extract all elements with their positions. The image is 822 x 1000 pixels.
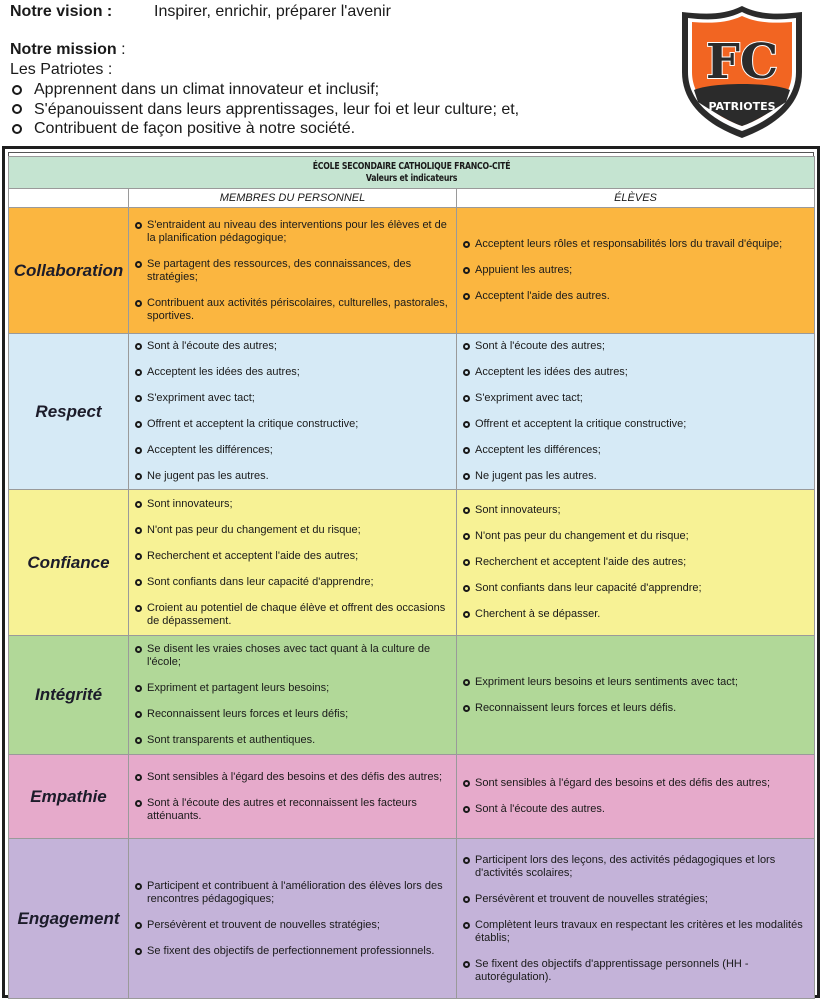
indicator-text: S'entraident au niveau des interventions pour les élèves et de la planification pédagogique; — [147, 218, 447, 244]
indicator-text: Sont confiants dans leur capacité d'apprendre; — [475, 582, 702, 594]
students-indicators-cell — [457, 334, 815, 490]
table-title: ÉCOLE SECONDAIRE CATHOLIQUE FRANCO-CITÉ — [312, 160, 511, 172]
bullet-ring-icon — [135, 737, 142, 744]
indicator-text: Sont à l'écoute des autres et reconnaissent les facteurs atténuants. — [147, 796, 417, 822]
indicator-item — [463, 702, 808, 715]
bullet-ring-icon — [463, 611, 470, 618]
bullet-ring-icon — [135, 343, 142, 350]
bullet-ring-icon — [463, 679, 470, 686]
indicator-item — [463, 264, 808, 277]
bullet-ring-icon — [463, 806, 470, 813]
table-title-row — [9, 157, 815, 189]
column-header-staff: MEMBRES DU PERSONNEL — [129, 189, 457, 208]
indicator-item — [135, 470, 450, 483]
indicator-item — [135, 219, 450, 245]
bullet-ring-icon — [135, 646, 142, 653]
indicator-item — [135, 734, 450, 747]
mission-list — [10, 80, 519, 139]
indicator-item — [463, 444, 808, 457]
indicator-item — [463, 676, 808, 689]
indicator-item — [135, 392, 450, 405]
indicator-item — [135, 945, 450, 958]
indicator-item — [135, 602, 450, 628]
students-indicator-list — [463, 777, 808, 816]
bullet-ring-icon — [463, 857, 470, 864]
bullet-ring-icon — [12, 104, 22, 114]
vision-text: Inspirer, enrichir, préparer l'avenir — [154, 3, 391, 20]
staff-indicators-cell — [129, 839, 457, 999]
bullet-ring-icon — [463, 922, 470, 929]
mission-label: Notre mission — [10, 41, 117, 58]
staff-indicator-list — [135, 880, 450, 958]
students-indicator-list — [463, 854, 808, 984]
indicator-item — [135, 708, 450, 721]
values-table — [8, 156, 815, 999]
indicator-item — [463, 582, 808, 595]
bullet-ring-icon — [135, 421, 142, 428]
vision-label: Notre vision : — [10, 3, 113, 20]
indicator-text: N'ont pas peur du changement et du risque; — [147, 523, 361, 536]
indicator-text: Acceptent l'aide des autres. — [475, 290, 610, 302]
indicator-text: Acceptent les différences; — [475, 444, 601, 456]
indicator-text: S'expriment avec tact; — [147, 392, 255, 404]
indicator-item — [463, 958, 808, 984]
students-indicators-cell — [457, 636, 815, 755]
indicator-text: Expriment leurs besoins et leurs sentiments avec tact; — [475, 675, 738, 688]
bullet-ring-icon — [463, 293, 470, 300]
indicator-item — [463, 919, 808, 945]
mission-item — [10, 80, 519, 100]
table-title-cell — [9, 157, 815, 189]
value-row — [9, 208, 815, 334]
value-name: Engagement — [9, 839, 129, 999]
bullet-ring-icon — [463, 447, 470, 454]
indicator-text: Se fixent des objectifs de perfectionnement professionnels. — [147, 944, 435, 957]
indicator-item — [463, 530, 808, 543]
indicator-item — [135, 550, 450, 563]
staff-indicator-list — [135, 643, 450, 747]
column-header-value — [9, 189, 129, 208]
students-indicators-cell — [457, 208, 815, 334]
bullet-ring-icon — [463, 585, 470, 592]
bullet-ring-icon — [135, 222, 142, 229]
indicator-text: Persévèrent et trouvent de nouvelles stratégies; — [475, 892, 708, 905]
bullet-ring-icon — [135, 685, 142, 692]
bullet-ring-icon — [135, 369, 142, 376]
column-header-row — [9, 189, 815, 208]
indicator-text: Expriment et partagent leurs besoins; — [147, 682, 330, 694]
bullet-ring-icon — [135, 948, 142, 955]
value-row — [9, 490, 815, 636]
indicator-item — [463, 777, 808, 790]
indicator-text: Se fixent des objectifs d'apprentissage personnels (HH - autorégulation). — [475, 957, 749, 983]
mission-heading — [10, 40, 126, 60]
indicator-item — [135, 366, 450, 379]
bullet-ring-icon — [463, 421, 470, 428]
bullet-ring-icon — [463, 267, 470, 274]
indicator-item — [135, 576, 450, 589]
indicator-item — [463, 854, 808, 880]
bullet-ring-icon — [135, 527, 142, 534]
value-row — [9, 636, 815, 755]
indicator-item — [135, 880, 450, 906]
indicator-text: Reconnaissent leurs forces et leurs défis. — [475, 701, 677, 714]
bullet-ring-icon — [135, 395, 142, 402]
mission-item-text: Apprennent dans un climat innovateur et inclusif; — [34, 81, 380, 98]
indicator-item — [463, 418, 808, 431]
indicator-item — [463, 470, 808, 483]
bullet-ring-icon — [135, 605, 142, 612]
students-indicator-list — [463, 504, 808, 621]
bullet-ring-icon — [135, 473, 142, 480]
bullet-ring-icon — [135, 501, 142, 508]
indicator-item — [135, 682, 450, 695]
indicator-item — [463, 290, 808, 303]
bullet-ring-icon — [463, 473, 470, 480]
indicator-text: Ne jugent pas les autres. — [475, 470, 597, 482]
bullet-ring-icon — [135, 711, 142, 718]
value-name: Confiance — [9, 490, 129, 636]
value-row — [9, 334, 815, 490]
indicator-item — [135, 797, 450, 823]
students-indicators-cell — [457, 490, 815, 636]
indicator-item — [463, 893, 808, 906]
bullet-ring-icon — [463, 507, 470, 514]
crest-banner: PATRIOTES — [708, 100, 776, 113]
table-subtitle: Valeurs et indicateurs — [365, 172, 458, 184]
crest-letters: FC — [705, 34, 779, 90]
bullet-ring-icon — [463, 395, 470, 402]
staff-indicators-cell — [129, 755, 457, 839]
indicator-text: Participent et contribuent à l'amélioration des élèves lors des rencontres pédagogiques; — [147, 879, 443, 905]
indicator-text: S'expriment avec tact; — [475, 392, 583, 404]
bullet-ring-icon — [12, 124, 22, 134]
bullet-ring-icon — [463, 559, 470, 566]
bullet-ring-icon — [135, 922, 142, 929]
staff-indicator-list — [135, 771, 450, 823]
indicator-item — [463, 556, 808, 569]
vision-statement — [10, 2, 391, 22]
staff-indicators-cell — [129, 334, 457, 490]
indicator-item — [135, 258, 450, 284]
indicator-text: Ne jugent pas les autres. — [147, 470, 269, 482]
value-name: Collaboration — [9, 208, 129, 334]
indicator-text: Sont innovateurs; — [147, 497, 233, 510]
staff-indicators-cell — [129, 208, 457, 334]
indicator-text: Croient au potentiel de chaque élève et offrent des occasions de dépassement. — [147, 601, 446, 627]
indicator-text: Sont à l'écoute des autres; — [147, 340, 277, 352]
students-indicator-list — [463, 238, 808, 303]
bullet-ring-icon — [135, 883, 142, 890]
indicator-item — [135, 498, 450, 511]
mission-item-text: S'épanouissent dans leurs apprentissages, leur foi et leur culture; et, — [34, 100, 520, 118]
staff-indicator-list — [135, 340, 450, 483]
students-indicator-list — [463, 676, 808, 715]
indicator-text: Cherchent à se dépasser. — [475, 608, 601, 620]
staff-indicators-cell — [129, 636, 457, 755]
mission-intro: Les Patriotes : — [10, 61, 113, 78]
mission-item — [10, 119, 519, 139]
indicator-text: Reconnaissent leurs forces et leurs défis; — [147, 708, 349, 720]
indicator-item — [135, 643, 450, 669]
indicator-item — [463, 392, 808, 405]
mission-label-suffix: : — [116, 41, 126, 58]
indicator-item — [135, 444, 450, 457]
indicator-text: Acceptent les différences; — [147, 444, 273, 456]
students-indicator-list — [463, 340, 808, 483]
column-header-students: ÉLÈVES — [457, 189, 815, 208]
value-name: Respect — [9, 334, 129, 490]
indicator-text: N'ont pas peur du changement et du risque; — [475, 530, 689, 542]
bullet-ring-icon — [135, 300, 142, 307]
indicator-text: Acceptent les idées des autres; — [147, 366, 300, 378]
bullet-ring-icon — [463, 241, 470, 248]
bullet-ring-icon — [463, 343, 470, 350]
mission-item-text: Contribuent de façon positive à notre société. — [34, 120, 356, 137]
value-row — [9, 755, 815, 839]
indicator-text: Sont à l'écoute des autres. — [475, 803, 605, 815]
bullet-ring-icon — [463, 705, 470, 712]
bullet-ring-icon — [135, 774, 142, 781]
bullet-ring-icon — [463, 369, 470, 376]
indicator-item — [135, 919, 450, 932]
indicator-text: Sont innovateurs; — [475, 504, 561, 516]
bullet-ring-icon — [135, 447, 142, 454]
indicator-text: Sont à l'écoute des autres; — [475, 340, 605, 352]
bullet-ring-icon — [135, 800, 142, 807]
indicator-text: Offrent et acceptent la critique constructive; — [475, 418, 687, 430]
indicator-text: Participent lors des leçons, des activités pédagogiques et lors d'activités scolaires; — [475, 853, 776, 879]
indicator-text: Sont sensibles à l'égard des besoins et des défis des autres; — [147, 770, 443, 783]
indicator-text: Complètent leurs travaux en respectant les critères et les modalités établis; — [475, 918, 803, 944]
staff-indicators-cell — [129, 490, 457, 636]
indicator-item — [463, 366, 808, 379]
students-indicators-cell — [457, 755, 815, 839]
indicator-text: Offrent et acceptent la critique constructive; — [147, 418, 359, 430]
staff-indicator-list — [135, 219, 450, 323]
indicator-text: Contribuent aux activités périscolaires, culturelles, pastorales, sportives. — [147, 296, 448, 322]
indicator-item — [135, 418, 450, 431]
indicator-text: Acceptent les idées des autres; — [475, 366, 628, 378]
students-indicators-cell — [457, 839, 815, 999]
value-name: Empathie — [9, 755, 129, 839]
indicator-text: Sont transparents et authentiques. — [147, 734, 316, 746]
indicator-item — [135, 524, 450, 537]
indicator-text: Recherchent et acceptent l'aide des autres; — [475, 556, 687, 568]
indicator-item — [463, 238, 808, 251]
indicator-text: Persévèrent et trouvent de nouvelles stratégies; — [147, 918, 380, 931]
bullet-ring-icon — [463, 961, 470, 968]
indicator-item — [135, 771, 450, 784]
bullet-ring-icon — [135, 261, 142, 268]
indicator-text: Se partagent des ressources, des connaissances, des stratégies; — [147, 257, 412, 283]
mission-item — [10, 100, 519, 120]
indicator-text: Acceptent leurs rôles et responsabilités lors du travail d'équipe; — [475, 238, 783, 250]
indicator-text: Recherchent et acceptent l'aide des autres; — [147, 549, 359, 562]
indicator-text: Se disent les vraies choses avec tact quant à la culture de l'école; — [147, 643, 431, 668]
bullet-ring-icon — [463, 780, 470, 787]
indicator-text: Sont sensibles à l'égard des besoins et des défis des autres; — [475, 777, 771, 789]
staff-indicator-list — [135, 498, 450, 628]
indicator-item — [463, 340, 808, 353]
value-row — [9, 839, 815, 999]
indicator-item — [463, 608, 808, 621]
indicator-item — [463, 504, 808, 517]
indicator-item — [463, 803, 808, 816]
bullet-ring-icon — [463, 896, 470, 903]
bullet-ring-icon — [12, 85, 22, 95]
indicator-text: Appuient les autres; — [475, 264, 573, 276]
indicator-text: Sont confiants dans leur capacité d'apprendre; — [147, 575, 374, 588]
indicator-item — [135, 340, 450, 353]
value-name: Intégrité — [9, 636, 129, 755]
bullet-ring-icon — [463, 533, 470, 540]
bullet-ring-icon — [135, 579, 142, 586]
indicator-item — [135, 297, 450, 323]
school-crest-icon — [672, 2, 812, 142]
bullet-ring-icon — [135, 553, 142, 560]
